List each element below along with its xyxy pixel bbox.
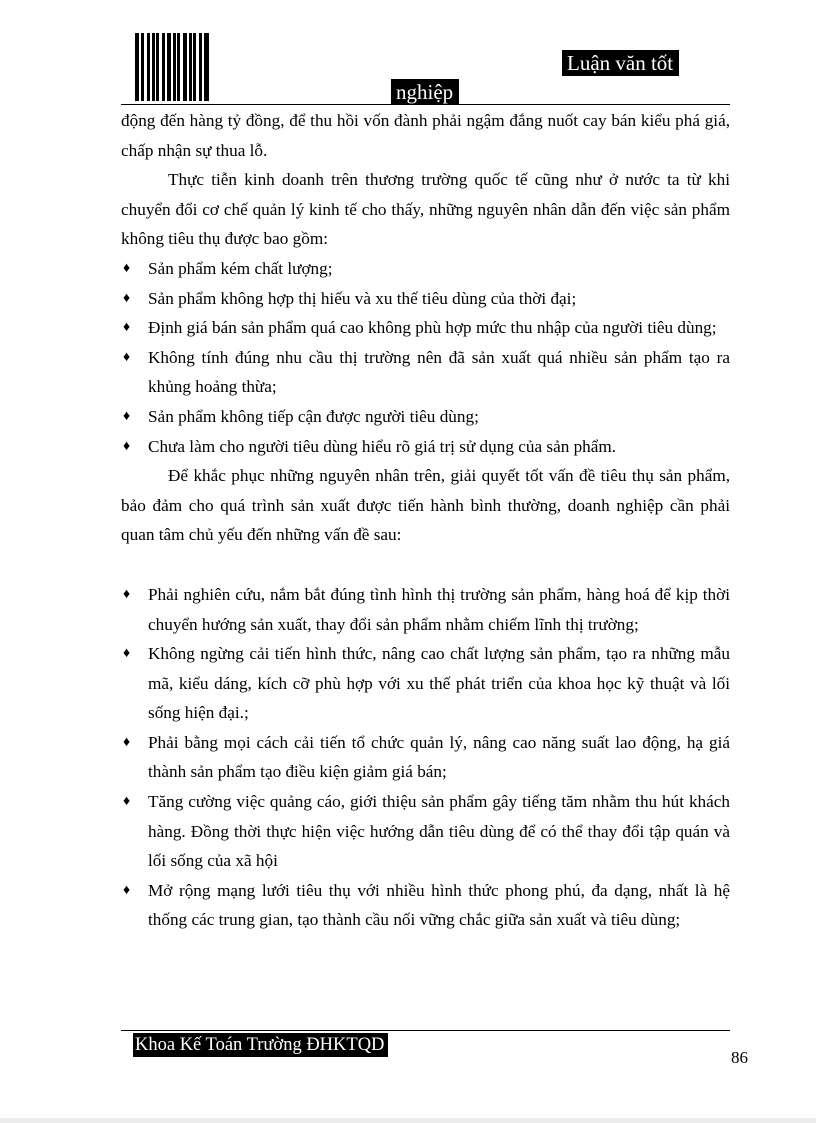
diamond-bullet-icon: ♦ xyxy=(123,320,131,336)
list-item: ♦ Phải bằng mọi cách cải tiến tổ chức quản lý, nâng cao năng suất lao động, hạ giá thành sản phẩm tạo điều kiện giảm giá bán; xyxy=(121,728,730,787)
list-item: ♦ Chưa làm cho người tiêu dùng hiểu rõ giá trị sử dụng của sản phẩm. xyxy=(121,432,730,462)
diamond-bullet-icon: ♦ xyxy=(123,794,131,810)
diamond-bullet-icon: ♦ xyxy=(123,260,131,276)
header-title-line2: nghiệp xyxy=(391,79,459,105)
list-item: ♦ Tăng cường việc quảng cáo, giới thiệu sản phẩm gây tiếng tăm nhằm thu hút khách hàng. Đồng thời thực hiện việc hướng dẫn tiêu dùng để có thể thay đổi tập quán và lối sống của xã hội xyxy=(121,787,730,876)
list-item: ♦ Định giá bán sản phẩm quá cao không phù hợp mức thu nhập của người tiêu dùng; xyxy=(121,313,730,343)
spacer xyxy=(121,550,730,580)
header-title-line1: Luận văn tốt xyxy=(562,50,679,76)
footer-rule xyxy=(121,1030,730,1031)
diamond-bullet-icon: ♦ xyxy=(123,408,131,424)
list-item: ♦ Sản phẩm không hợp thị hiếu và xu thế tiêu dùng của thời đại; xyxy=(121,284,730,314)
diamond-bullet-icon: ♦ xyxy=(123,586,131,602)
page-edge xyxy=(0,1118,816,1123)
paragraph-3: Để khắc phục những nguyên nhân trên, giải quyết tốt vấn đề tiêu thụ sản phẩm, bảo đảm cho quá trình sản xuất được tiến hành bình thường, doanh nghiệp cần phải quan tâm chủ yếu đến những vấn đề sau: xyxy=(121,466,730,545)
document-body xyxy=(121,106,730,935)
list-item: ♦ Phải nghiên cứu, nắm bắt đúng tình hình thị trường sản phẩm, hàng hoá để kịp thời chuyển hướng sản xuất, thay đổi sản phẩm nhằm chiếm lĩnh thị trường; xyxy=(121,580,730,639)
logo-image xyxy=(135,33,209,101)
list-item: ♦ Mở rộng mạng lưới tiêu thụ với nhiều hình thức phong phú, đa dạng, nhất là hệ thống các trung gian, tạo thành cầu nối vững chắc giữa sản xuất và tiêu dùng; xyxy=(121,876,730,935)
diamond-bullet-icon: ♦ xyxy=(123,882,131,898)
list-item: ♦ Không tính đúng nhu cầu thị trường nên đã sản xuất quá nhiều sản phẩm tạo ra khủng hoảng thừa; xyxy=(121,343,730,402)
diamond-bullet-icon: ♦ xyxy=(123,438,131,454)
page-number: 86 xyxy=(731,1048,748,1067)
paragraph-2: Thực tiễn kinh doanh trên thương trường quốc tế cũng như ở nước ta từ khi chuyển đổi cơ chế quản lý kinh tế cho thấy, những nguyên nhân dẫn đến việc sản phẩm không tiêu thụ được bao gồm: xyxy=(121,170,730,249)
footer-label: Khoa Kế Toán Trường ĐHKTQD xyxy=(133,1033,388,1057)
diamond-bullet-icon: ♦ xyxy=(123,290,131,306)
list-item: ♦ Sản phẩm kém chất lượng; xyxy=(121,254,730,284)
diamond-bullet-icon: ♦ xyxy=(123,734,131,750)
list-item: ♦ Sản phẩm không tiếp cận được người tiêu dùng; xyxy=(121,402,730,432)
diamond-bullet-icon: ♦ xyxy=(123,349,131,365)
header-rule xyxy=(121,104,730,105)
bullet-list-causes xyxy=(121,254,730,461)
paragraph-1: động đến hàng tỷ đồng, để thu hồi vốn đành phải ngậm đắng nuốt cay bán kiểu phá giá, chấp nhận sự thua lỗ. xyxy=(121,111,730,160)
bullet-list-solutions xyxy=(121,580,730,935)
diamond-bullet-icon: ♦ xyxy=(123,646,131,662)
list-item: ♦ Không ngừng cải tiến hình thức, nâng cao chất lượng sản phẩm, tạo ra những mẫu mã, kiểu dáng, kích cỡ phù hợp với xu thế phát triển của khoa học kỹ thuật và lối sống hiện đại.; xyxy=(121,639,730,728)
